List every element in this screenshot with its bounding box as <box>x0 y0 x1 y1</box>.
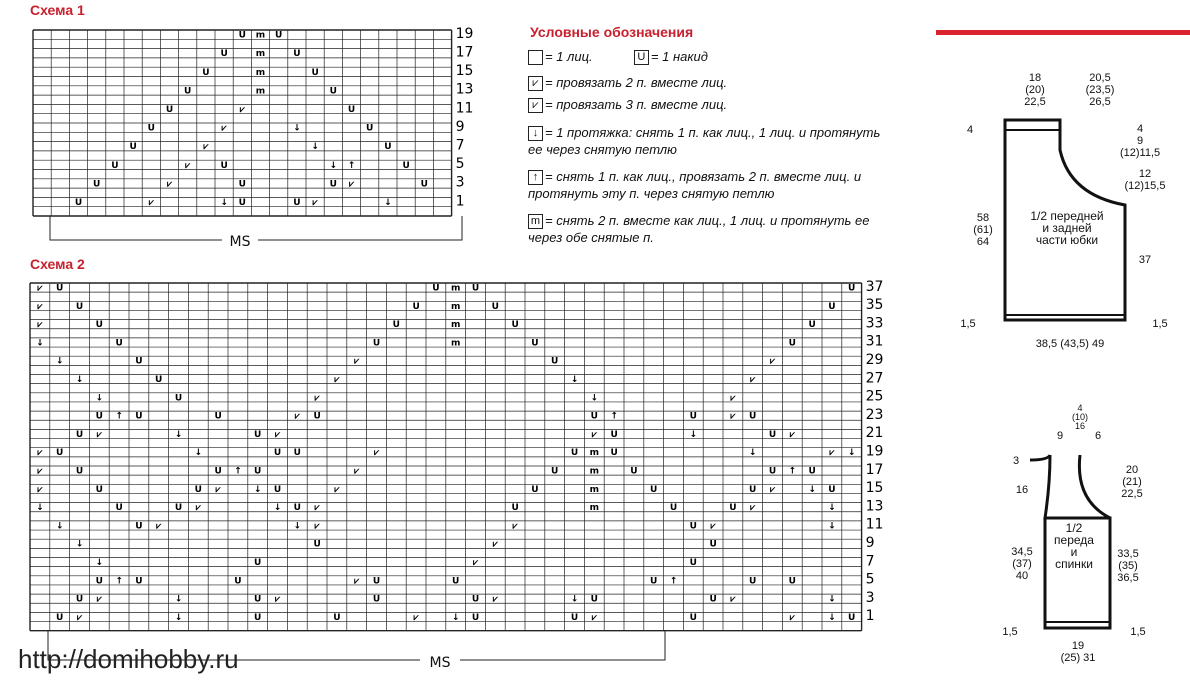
chart-symbol: U <box>275 30 283 41</box>
chart-symbol: ⩗ <box>37 484 43 495</box>
chart-symbol: U <box>372 338 381 349</box>
k3tog-icon: ⩗ <box>528 98 543 113</box>
chart-symbol: U <box>254 594 262 605</box>
chart-symbol: ⩗ <box>413 612 419 623</box>
chart-symbol: U <box>254 558 262 569</box>
legend-sk2p: ↑ = снять 1 п. как лиц., провязать 2 п. вместе лиц. и протянуть эту п. через снятую петлю <box>528 169 862 202</box>
row-number: 13 <box>455 81 474 98</box>
row-number: 9 <box>865 534 875 551</box>
row-number: 7 <box>455 137 465 154</box>
chart-symbol: U <box>95 411 103 422</box>
chart-symbol: U <box>531 484 539 495</box>
row-number: 17 <box>455 44 474 61</box>
row-number: 23 <box>865 406 884 423</box>
chart-symbol: U <box>471 612 480 623</box>
chart-symbol: ↑ <box>610 411 618 422</box>
chart-symbol: U <box>311 67 319 78</box>
row-number: 3 <box>455 174 465 191</box>
chart-symbol: ↓ <box>174 429 183 440</box>
chart-symbol: U <box>135 521 143 532</box>
skirt-right-height: 37 <box>1138 254 1152 266</box>
chart-symbol: U <box>828 484 836 495</box>
chart-symbol: U <box>808 466 816 477</box>
chart-symbol: ↑ <box>788 466 797 477</box>
chart-symbol: ⩗ <box>373 448 380 459</box>
chart-symbol: U <box>254 612 262 623</box>
chart-symbol: ⩗ <box>314 393 320 404</box>
chart-symbol: U <box>234 576 242 587</box>
chart-symbol: ↓ <box>828 521 836 532</box>
row-number: 29 <box>865 351 884 368</box>
chart-symbol: U <box>848 283 856 294</box>
chart-symbol: U <box>220 49 228 60</box>
chart-symbol: U <box>412 301 420 312</box>
k2tog-icon: ⩗ <box>528 76 543 91</box>
chart-symbol: U <box>392 320 400 331</box>
chart-symbol: U <box>372 594 381 605</box>
chart-symbol: U <box>689 411 697 422</box>
chart-symbol: U <box>95 484 103 495</box>
chart-symbol: U <box>115 503 123 514</box>
top-bottom: 19 (25) 31 <box>1060 640 1096 664</box>
knit-symbol-icon <box>528 50 543 65</box>
row-number: 15 <box>865 480 884 497</box>
chart-symbol: U <box>238 179 246 190</box>
chart-symbol: ⩗ <box>334 484 340 495</box>
chart-symbol: ⩗ <box>710 521 716 532</box>
chart-symbol: U <box>511 320 519 331</box>
chart-symbol: U <box>135 576 143 587</box>
chart-symbol: U <box>689 558 697 569</box>
chart-symbol: U <box>511 503 519 514</box>
chart-symbol: ↓ <box>293 123 301 134</box>
chart-symbol: U <box>293 503 301 514</box>
chart-symbol: U <box>689 521 697 532</box>
chart-symbol: U <box>273 448 282 459</box>
chart-symbol: U <box>749 411 757 422</box>
chart-symbol: U <box>135 411 143 422</box>
chart-symbol: m <box>255 86 266 97</box>
chart-symbol: U <box>238 198 246 209</box>
chart-symbol: ↓ <box>828 503 836 514</box>
row-number: 11 <box>455 100 474 117</box>
chart-symbol: ⩗ <box>156 521 162 532</box>
chart-symbol: U <box>610 429 618 440</box>
chart-symbol: U <box>366 123 374 134</box>
skirt-left-height: 58 (61) 64 <box>973 212 993 248</box>
chart-symbol: U <box>630 466 638 477</box>
chart-symbol: U <box>95 576 103 587</box>
row-number: 35 <box>865 297 884 314</box>
chart-symbol: ↓ <box>689 429 698 440</box>
chart-symbol: U <box>551 466 559 477</box>
chart-symbol: ⩗ <box>148 198 154 209</box>
chart-symbol: ↓ <box>174 612 183 623</box>
chart-symbol: ↓ <box>847 448 856 459</box>
chart-symbol: U <box>293 49 301 60</box>
skirt-bottom: 38,5 (43,5) 49 <box>1035 338 1105 350</box>
chart-symbol: U <box>75 301 84 312</box>
skirt-right-b: 12 (12)15,5 <box>1124 168 1166 192</box>
chart-symbol: ⩗ <box>472 558 479 569</box>
chart-symbol: U <box>56 612 64 623</box>
row-number: 3 <box>865 589 875 606</box>
chart-symbol: ⩗ <box>221 123 227 134</box>
top-right-height: 33,5 (35) 36,5 <box>1117 548 1139 584</box>
chart-symbol: U <box>165 105 174 116</box>
top-right-w: 6 <box>1094 430 1102 442</box>
chart-symbol: U <box>788 338 796 349</box>
schema2-ms-label: MS <box>429 655 451 671</box>
chart-symbol: ↓ <box>570 375 579 386</box>
chart-symbol: U <box>768 466 777 477</box>
chart-symbol: U <box>75 429 84 440</box>
chart-symbol: U <box>749 576 757 587</box>
legend-title: Условные обозначения <box>530 24 694 40</box>
row-number: 5 <box>455 156 465 173</box>
chart-symbol: ⩗ <box>789 612 795 623</box>
top-left-top: 3 <box>1012 455 1020 467</box>
chart-symbol: U <box>491 301 499 312</box>
chart-symbol: ⩗ <box>294 411 300 422</box>
chart-symbol: U <box>313 539 321 550</box>
chart-symbol: m <box>589 503 599 514</box>
chart-symbol: ⩗ <box>195 503 201 514</box>
chart-symbol: m <box>451 283 461 294</box>
chart-symbol: U <box>194 484 202 495</box>
chart-symbol: U <box>174 393 183 404</box>
chart-symbol: ⩗ <box>354 356 360 367</box>
chart-symbol: U <box>333 612 341 623</box>
chart-symbol: ↓ <box>273 503 282 514</box>
chart-symbol: U <box>313 411 321 422</box>
chart-symbol: m <box>451 338 461 349</box>
chart-symbol: ↓ <box>329 160 338 171</box>
row-number: 27 <box>865 370 884 387</box>
top-hem-left: 1,5 <box>1002 626 1018 638</box>
chart-symbol: ↑ <box>669 576 678 587</box>
chart-symbol: U <box>273 484 282 495</box>
top-top-dims: 4 (10) 16 <box>1071 403 1088 431</box>
chart-symbol: ↓ <box>384 198 392 209</box>
chart-symbol: U <box>214 411 222 422</box>
chart-symbol: ↓ <box>75 375 84 386</box>
chart-symbol: U <box>174 503 183 514</box>
chart-symbol: ⩗ <box>348 179 355 190</box>
chart-symbol: U <box>129 142 137 153</box>
chart-symbol: m <box>255 67 266 78</box>
chart-symbol: ⩗ <box>274 594 281 605</box>
skirt-label: 1/2 передней и задней части юбки <box>1030 209 1104 247</box>
chart-symbol: U <box>254 466 262 477</box>
chart-symbol: U <box>590 594 598 605</box>
chart-symbol: ⩗ <box>37 448 43 459</box>
chart-symbol: ⩗ <box>312 198 318 209</box>
chart-symbol: U <box>56 283 64 294</box>
chart-symbol: U <box>329 86 337 97</box>
chart-symbol: ⩗ <box>76 612 83 623</box>
skirt-top-left: 18 (20) 22,5 <box>1024 72 1046 108</box>
ssk-icon: ↓ <box>528 126 543 141</box>
chart-symbol: U <box>135 356 143 367</box>
chart-symbol: ↓ <box>55 521 64 532</box>
row-number: 13 <box>865 498 884 515</box>
skirt-hem-left: 1,5 <box>960 318 976 330</box>
chart-symbol: U <box>471 594 480 605</box>
chart-symbol: ⩗ <box>750 503 756 514</box>
row-number: 17 <box>865 461 884 478</box>
row-number: 1 <box>455 193 465 210</box>
chart-symbol: ↑ <box>115 411 123 422</box>
top-left-w: 9 <box>1056 430 1064 442</box>
top-label: 1/2 переда и спинки <box>1054 521 1094 571</box>
row-number: 11 <box>865 516 884 533</box>
chart-symbol: ↑ <box>234 466 242 477</box>
top-left-height: 34,5 (37) 40 <box>1011 546 1033 582</box>
chart-symbol: ⩗ <box>750 375 756 386</box>
skirt-right-a: 4 9 (12)11,5 <box>1120 123 1161 159</box>
chart-symbol: ⩗ <box>591 612 597 623</box>
chart-symbol: U <box>788 576 796 587</box>
chart-symbol: U <box>214 466 222 477</box>
row-number: 5 <box>865 571 875 588</box>
chart-symbol: ⩗ <box>215 484 221 495</box>
chart-symbol: ↓ <box>36 338 44 349</box>
chart-symbol: ⩗ <box>37 320 43 331</box>
schema1-grid <box>33 26 473 216</box>
chart-symbol: ⩗ <box>492 594 498 605</box>
legend-knit: = 1 лиц. U = 1 накид <box>528 48 708 65</box>
chart-symbol: U <box>93 179 101 190</box>
schema1-ms-label: MS <box>229 234 251 250</box>
row-number: 19 <box>455 25 474 42</box>
chart-symbol: U <box>650 484 658 495</box>
chart-symbol: U <box>372 576 381 587</box>
chart-symbol: ↑ <box>115 576 123 587</box>
chart-symbol: U <box>384 142 392 153</box>
chart-symbol: ↓ <box>590 393 599 404</box>
chart-symbol: ⩗ <box>591 429 597 440</box>
chart-symbol: U <box>74 198 83 209</box>
chart-symbol: ↓ <box>174 594 183 605</box>
row-number: 9 <box>455 118 465 135</box>
chart-symbol: ⩗ <box>96 429 102 440</box>
skirt-top-right: 20,5 (23,5) 26,5 <box>1085 72 1115 108</box>
skirt-hem-right: 1,5 <box>1152 318 1168 330</box>
row-number: 15 <box>455 63 474 80</box>
chart-symbol: ⩗ <box>512 521 518 532</box>
chart-symbol: ⩗ <box>314 521 320 532</box>
chart-symbol: ↓ <box>570 594 579 605</box>
chart-symbol: ↓ <box>451 612 460 623</box>
chart-symbol: U <box>768 429 777 440</box>
chart-symbol: U <box>531 338 539 349</box>
chart-symbol: ↓ <box>828 612 836 623</box>
chart-symbol: U <box>709 594 717 605</box>
chart-symbol: ⩗ <box>730 411 736 422</box>
chart-symbol: U <box>709 539 717 550</box>
chart-symbol: U <box>669 503 678 514</box>
legend-k2tog: ⩗ = провязать 2 п. вместе лиц. <box>528 74 727 91</box>
chart-symbol: ⩗ <box>166 179 173 190</box>
chart-symbol: U <box>202 67 210 78</box>
chart-symbol: m <box>589 484 599 495</box>
row-number: 37 <box>865 278 884 295</box>
chart-symbol: U <box>293 198 301 209</box>
chart-symbol: U <box>402 160 410 171</box>
chart-symbol: ⩗ <box>37 466 43 477</box>
chart-symbol: ⩗ <box>789 429 795 440</box>
chart-symbol: ↓ <box>75 539 84 550</box>
chart-symbol: ⩗ <box>730 594 736 605</box>
s2kp-icon: m <box>528 214 543 229</box>
skirt-left-top: 4 <box>966 124 974 136</box>
chart-symbol: ⩗ <box>203 142 209 153</box>
chart-symbol: U <box>95 320 103 331</box>
chart-symbol: ⩗ <box>37 301 43 312</box>
chart-symbol: ⩗ <box>769 484 776 495</box>
chart-symbol: U <box>749 484 757 495</box>
row-number: 25 <box>865 388 884 405</box>
chart-symbol: U <box>570 448 579 459</box>
chart-symbol: ⩗ <box>730 393 736 404</box>
row-number: 7 <box>865 553 875 570</box>
chart-symbol: m <box>451 301 461 312</box>
chart-symbol: U <box>808 320 816 331</box>
chart-symbol: U <box>828 301 836 312</box>
chart-symbol: U <box>155 375 163 386</box>
chart-symbol: U <box>689 612 697 623</box>
chart-symbol: ↓ <box>36 503 44 514</box>
chart-symbol: U <box>147 123 155 134</box>
chart-symbol: ↓ <box>253 484 262 495</box>
chart-symbol: ↓ <box>55 356 64 367</box>
chart-symbol: U <box>220 160 228 171</box>
chart-symbol: U <box>729 503 737 514</box>
chart-symbol: ⩗ <box>37 283 43 294</box>
schema2-grid <box>30 279 883 631</box>
chart-symbol: U <box>471 283 480 294</box>
row-number: 1 <box>865 608 875 625</box>
chart-symbol: U <box>293 448 301 459</box>
chart-symbol: U <box>111 160 119 171</box>
chart-symbol: U <box>56 448 64 459</box>
chart-symbol: ↓ <box>95 558 104 569</box>
chart-symbol: ⩗ <box>239 105 245 116</box>
sk2p-icon: ↑ <box>528 170 543 185</box>
top-left-arm: 16 <box>1015 484 1029 496</box>
chart-symbol: U <box>610 448 618 459</box>
chart-symbol: U <box>75 594 84 605</box>
site-url[interactable]: http://domihobby.ru <box>18 644 239 674</box>
row-number: 33 <box>865 315 884 332</box>
chart-symbol: U <box>420 179 428 190</box>
chart-symbol: U <box>650 576 658 587</box>
chart-symbol: ↓ <box>311 142 319 153</box>
chart-symbol: m <box>255 30 266 41</box>
chart-symbol: ⩗ <box>274 429 281 440</box>
chart-symbol: ↓ <box>220 198 228 209</box>
chart-symbol: U <box>329 179 337 190</box>
chart-symbol: ⩗ <box>354 466 360 477</box>
chart-symbol: U <box>184 86 192 97</box>
chart-symbol: U <box>590 411 598 422</box>
chart-symbol: m <box>589 466 599 477</box>
chart-symbol: U <box>75 466 84 477</box>
chart-symbol: m <box>589 448 599 459</box>
chart-symbol: ↓ <box>748 448 757 459</box>
chart-symbol: ⩗ <box>492 539 498 550</box>
chart-symbol: U <box>347 105 356 116</box>
chart-symbol: ↑ <box>347 160 356 171</box>
chart-symbol: m <box>451 320 461 331</box>
chart-symbol: ↓ <box>194 448 203 459</box>
chart-symbol: U <box>452 576 460 587</box>
chart-symbol: U <box>551 356 559 367</box>
schema2-title: Схема 2 <box>30 256 85 272</box>
chart-symbol: U <box>254 429 262 440</box>
chart-symbol: ⩗ <box>314 503 320 514</box>
chart-symbol: ↓ <box>828 594 836 605</box>
chart-symbol: ↓ <box>95 393 104 404</box>
chart-symbol: m <box>255 49 266 60</box>
row-number: 19 <box>865 443 884 460</box>
top-right-arm: 20 (21) 22,5 <box>1121 464 1143 500</box>
chart-symbol: ⩗ <box>185 160 191 171</box>
chart-symbol: ⩗ <box>334 375 340 386</box>
legend-ssk: ↓ = 1 протяжка: снять 1 п. как лиц., 1 лиц. и протянуть ее через снятую петлю <box>528 125 881 158</box>
chart-symbol: ↓ <box>808 484 816 495</box>
chart-symbol: ⩗ <box>769 356 776 367</box>
chart-symbol: ⩗ <box>829 448 835 459</box>
chart-symbol: U <box>848 612 856 623</box>
chart-symbol: U <box>432 283 440 294</box>
schema1-title: Схема 1 <box>30 2 85 18</box>
chart-symbol: ⩗ <box>96 594 102 605</box>
row-number: 31 <box>865 333 884 350</box>
chart-symbol: U <box>238 30 246 41</box>
chart-symbol: U <box>115 338 123 349</box>
top-hem-right: 1,5 <box>1130 626 1146 638</box>
chart-symbol: ↓ <box>293 521 302 532</box>
chart-symbol: U <box>570 612 579 623</box>
legend-k3tog: ⩗ = провязать 3 п. вместе лиц. <box>528 96 727 113</box>
chart-symbol: ⩗ <box>354 576 360 587</box>
legend-s2kp: m = снять 2 п. вместе как лиц., 1 лиц. и протянуть ее через обе снятые п. <box>528 213 870 246</box>
yarn-over-icon: U <box>634 50 649 65</box>
row-number: 21 <box>865 425 884 442</box>
